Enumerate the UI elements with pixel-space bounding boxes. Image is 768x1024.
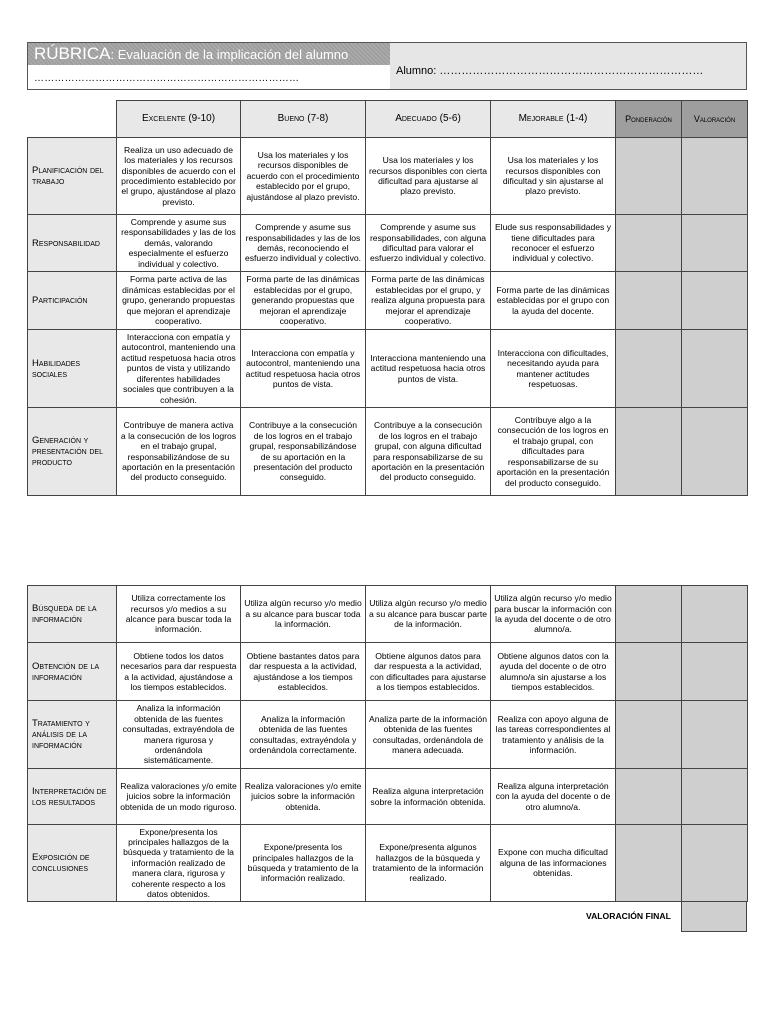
descriptor-cell: Usa los materiales y los recursos disponibles con cierta dificultad para ajustarse al plazo previsto.	[366, 138, 491, 215]
criterion-label: Habilidades sociales	[28, 330, 117, 408]
descriptor-cell: Usa los materiales y los recursos disponibles con dificultad y sin ajustarse al plazo previsto.	[491, 138, 616, 215]
table-header-row	[28, 101, 748, 138]
empty-corner	[28, 101, 117, 138]
col-bueno: Bueno (7-8)	[241, 101, 366, 138]
ponderacion-input[interactable]	[616, 769, 682, 825]
criterion-label: Generación y presentación del producto	[28, 408, 117, 496]
header-dotted-line[interactable]: ……………………………………………………………………	[34, 73, 300, 84]
ponderacion-input[interactable]	[616, 138, 682, 215]
final-score-label: VALORACIÓN FINAL	[586, 911, 671, 921]
ponderacion-input[interactable]	[616, 215, 682, 272]
rubric-title: RÚBRICA: Evaluación de la implicación del alumno	[34, 44, 349, 63]
descriptor-cell: Interacciona con empatía y autocontrol, manteniendo una actitud respetuosa hacia otros puntos de vista.	[241, 330, 366, 408]
criterion-label: Interpretación de los resultados	[28, 769, 117, 825]
valoracion-input[interactable]	[682, 408, 748, 496]
descriptor-cell: Obtiene algunos datos con la ayuda del docente o de otro alumno/a sin ajustarse a los tiempos establecidos.	[491, 643, 616, 701]
descriptor-cell: Realiza un uso adecuado de los materiales y los recursos disponibles de acuerdo con el procedimiento establecido por el grupo, ajustándose al plazo previsto.	[117, 138, 241, 215]
descriptor-cell: Utiliza algún recurso y/o medio para buscar la información con la ayuda del docente o de otro alumno/a.	[491, 586, 616, 643]
descriptor-cell: Analiza la información obtenida de las fuentes consultadas, extrayéndola de manera rigurosa y ordenándola sistemáticamente.	[117, 701, 241, 769]
valoracion-input[interactable]	[682, 701, 748, 769]
col-adecuado: Adecuado (5-6)	[366, 101, 491, 138]
valoracion-input[interactable]	[682, 825, 748, 902]
criterion-label: Exposición de conclusiones	[28, 825, 117, 902]
table-row	[28, 215, 748, 272]
table-row	[28, 272, 748, 330]
table-row	[28, 769, 748, 825]
col-mejorable: Mejorable (1-4)	[491, 101, 616, 138]
descriptor-cell: Contribuye algo a la consecución de los logros en el trabajo grupal, con dificultades para responsabilizarse de su aportación en la presentación del producto conseguido.	[491, 408, 616, 496]
ponderacion-input[interactable]	[616, 643, 682, 701]
valoracion-input[interactable]	[682, 272, 748, 330]
descriptor-cell: Interacciona con dificultades, necesitando ayuda para mantener actitudes respetuosas.	[491, 330, 616, 408]
criterion-label: Participación	[28, 272, 117, 330]
valoracion-input[interactable]	[682, 769, 748, 825]
rubric-header	[27, 42, 747, 90]
criterion-label: Responsabilidad	[28, 215, 117, 272]
ponderacion-input[interactable]	[616, 408, 682, 496]
ponderacion-input[interactable]	[616, 272, 682, 330]
descriptor-cell: Elude sus responsabilidades y tiene dificultades para reconocer el esfuerzo individual y colectivo.	[491, 215, 616, 272]
descriptor-cell: Comprende y asume sus responsabilidades y las de los demás, reconociendo el esfuerzo individual y colectivo.	[241, 215, 366, 272]
descriptor-cell: Interacciona con empatía y autocontrol, manteniendo una actitud respetuosa hacia otros puntos de vista y utilizando diferentes habilidades sociales que contribuyen a la cohesión.	[117, 330, 241, 408]
descriptor-cell: Forma parte de las dinámicas establecidas por el grupo, y realiza alguna propuesta para mejorar el aprendizaje cooperativo.	[366, 272, 491, 330]
table-row	[28, 330, 748, 408]
valoracion-input[interactable]	[682, 215, 748, 272]
descriptor-cell: Comprende y asume sus responsabilidades y las de los demás, valorando especialmente el esfuerzo individual y colectivo.	[117, 215, 241, 272]
descriptor-cell: Forma parte activa de las dinámicas establecidas por el grupo, generando propuestas que mejoran el aprendizaje cooperativo.	[117, 272, 241, 330]
descriptor-cell: Interacciona manteniendo una actitud respetuosa hacia otros puntos de vista.	[366, 330, 491, 408]
valoracion-input[interactable]	[682, 138, 748, 215]
descriptor-cell: Realiza valoraciones y/o emite juicios sobre la información obtenida.	[241, 769, 366, 825]
descriptor-cell: Utiliza correctamente los recursos y/o medios a su alcance para buscar toda la información.	[117, 586, 241, 643]
descriptor-cell: Obtiene bastantes datos para dar respuesta a la actividad, ajustándose a los tiempos establecidos.	[241, 643, 366, 701]
header-title-area	[28, 43, 391, 89]
header-title-bar	[28, 43, 390, 65]
table-row	[28, 701, 748, 769]
descriptor-cell: Comprende y asume sus responsabilidades, con alguna dificultad para valorar el esfuerzo individual y colectivo.	[366, 215, 491, 272]
col-ponderacion: Ponderación	[616, 101, 682, 138]
rubric-table-1	[27, 100, 748, 496]
descriptor-cell: Obtiene todos los datos necesarios para dar respuesta a la actividad, ajustándose a los tiempos establecidos.	[117, 643, 241, 701]
alumno-label: Alumno: ………………………………………………………………	[396, 65, 704, 77]
table-row	[28, 586, 748, 643]
descriptor-cell: Realiza valoraciones y/o emite juicios sobre la información obtenida de un modo riguroso.	[117, 769, 241, 825]
criterion-label: Planificación del trabajo	[28, 138, 117, 215]
descriptor-cell: Contribuye a la consecución de los logros en el trabajo grupal, responsabilizándose de su aportación en la presentación del producto conseguido.	[241, 408, 366, 496]
descriptor-cell: Realiza con apoyo alguna de las tareas correspondientes al tratamiento y análisis de la información.	[491, 701, 616, 769]
descriptor-cell: Realiza alguna interpretación sobre la información obtenida.	[366, 769, 491, 825]
descriptor-cell: Expone/presenta algunos hallazgos de la búsqueda y tratamiento de la información realizado.	[366, 825, 491, 902]
final-score-input[interactable]	[681, 901, 747, 932]
descriptor-cell: Contribuye de manera activa a la consecución de los logros en el trabajo grupal, responsabilizándose de su aportación en la presentación del producto conseguido.	[117, 408, 241, 496]
col-valoracion: Valoración	[682, 101, 748, 138]
ponderacion-input[interactable]	[616, 330, 682, 408]
col-excelente: Excelente (9-10)	[117, 101, 241, 138]
descriptor-cell: Expone con mucha dificultad alguna de las informaciones obtenidas.	[491, 825, 616, 902]
valoracion-input[interactable]	[682, 586, 748, 643]
ponderacion-input[interactable]	[616, 586, 682, 643]
descriptor-cell: Realiza alguna interpretación con la ayuda del docente o de otro alumno/a.	[491, 769, 616, 825]
table-row	[28, 825, 748, 902]
descriptor-cell: Utiliza algún recurso y/o medio a su alcance para buscar parte de la información.	[366, 586, 491, 643]
descriptor-cell: Usa los materiales y los recursos disponibles de acuerdo con el procedimiento establecido por el grupo, ajustándose al plazo previsto.	[241, 138, 366, 215]
table-row	[28, 408, 748, 496]
criterion-label: Tratamiento y análisis de la información	[28, 701, 117, 769]
descriptor-cell: Expone/presenta los principales hallazgos de la búsqueda y tratamiento de la información realizado de manera clara, rigurosa y coherente respecto a los datos obtenidos.	[117, 825, 241, 902]
criterion-label: Obtención de la información	[28, 643, 117, 701]
table-row	[28, 138, 748, 215]
descriptor-cell: Analiza la información obtenida de las fuentes consultadas, extrayéndola y ordenándola correctamente.	[241, 701, 366, 769]
student-name-field[interactable]	[390, 43, 746, 89]
descriptor-cell: Contribuye a la consecución de los logros en el trabajo grupal, con alguna dificultad para responsabilizarse de su aportación en la presentación del producto conseguido.	[366, 408, 491, 496]
descriptor-cell: Obtiene algunos datos para dar respuesta a la actividad, con dificultades para ajustarse a los tiempos establecidos.	[366, 643, 491, 701]
table-row	[28, 643, 748, 701]
descriptor-cell: Utiliza algún recurso y/o medio a su alcance para buscar toda la información.	[241, 586, 366, 643]
descriptor-cell: Forma parte de las dinámicas establecidas por el grupo con la ayuda del docente.	[491, 272, 616, 330]
valoracion-input[interactable]	[682, 330, 748, 408]
valoracion-input[interactable]	[682, 643, 748, 701]
ponderacion-input[interactable]	[616, 701, 682, 769]
descriptor-cell: Forma parte de las dinámicas establecidas por el grupo, generando propuestas que mejoran el aprendizaje cooperativo.	[241, 272, 366, 330]
rubric-table-2	[27, 585, 748, 902]
descriptor-cell: Expone/presenta los principales hallazgos de la búsqueda y tratamiento de la información realizado.	[241, 825, 366, 902]
ponderacion-input[interactable]	[616, 825, 682, 902]
criterion-label: Búsqueda de la información	[28, 586, 117, 643]
descriptor-cell: Analiza parte de la información obtenida de las fuentes consultadas, ordenándola de manera adecuada.	[366, 701, 491, 769]
